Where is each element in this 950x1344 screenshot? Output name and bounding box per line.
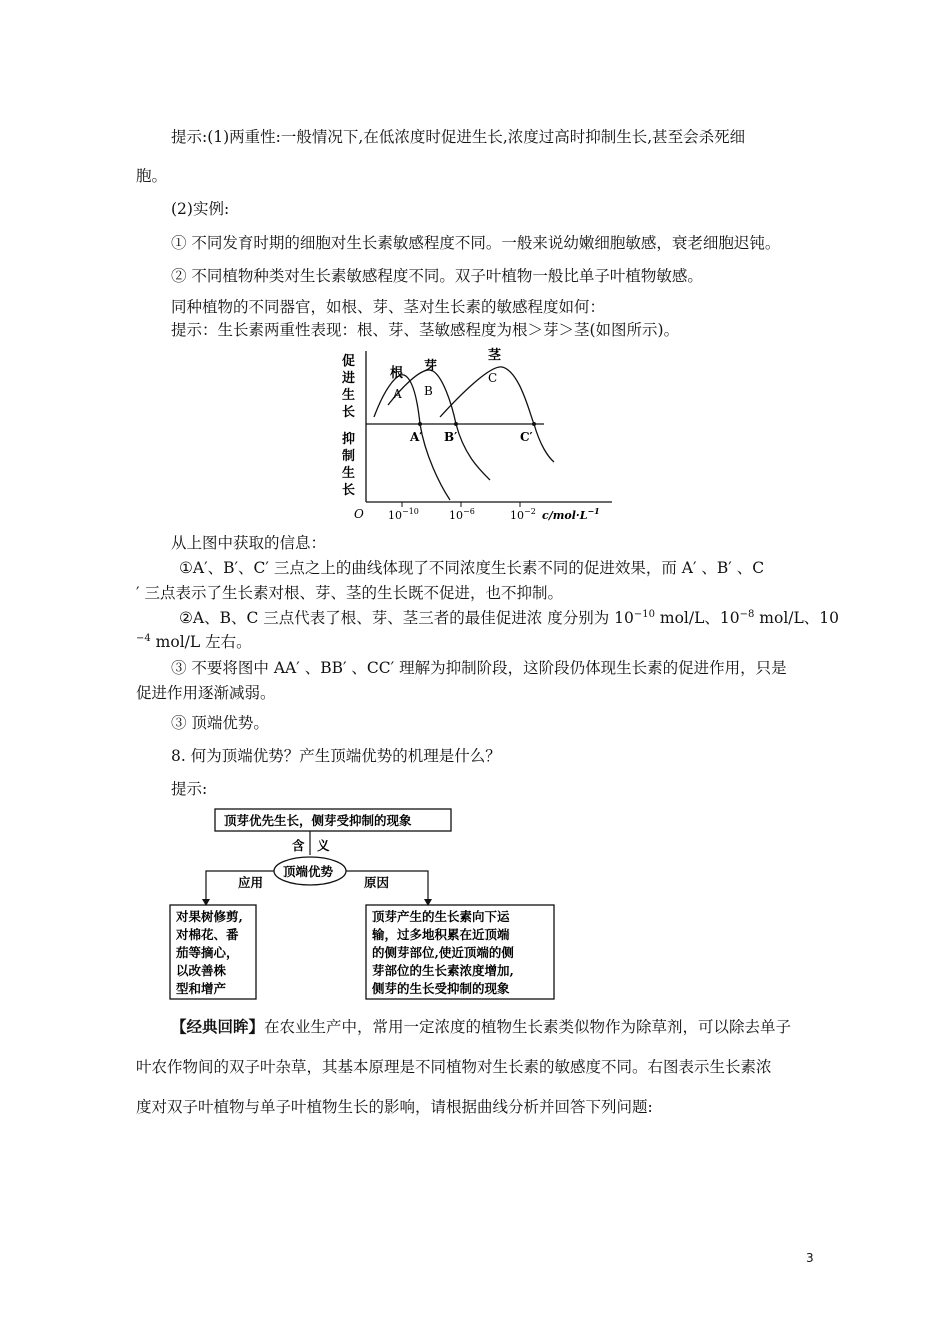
classic-review-cont-2: 度对双子叶植物与单子叶植物生长的影响，请根据曲线分析并回答下列问题: bbox=[136, 1098, 653, 1116]
point-c-prime bbox=[532, 422, 536, 426]
y-label-promote-4: 长 bbox=[342, 405, 356, 420]
auxin-sensitivity-graph bbox=[330, 345, 650, 525]
classic-review: 【经典回眸】在农业生产中，常用一定浓度的植物生长素类似物作为除草剂，可以除去单子 bbox=[171, 1017, 792, 1036]
hint-dual-nature-cont: 胞。 bbox=[136, 167, 168, 185]
info-2: ②A、B、C 三点代表了根、芽、茎三者的最佳促进浓 度分别为 $10^{-10}$ mol/L、$10^{-8}$ mol/L、10 bbox=[179, 608, 840, 627]
application-line-2: 对棉花、番 bbox=[176, 927, 239, 942]
info-1-cont: ′ 三点表示了生长素对根、芽、茎的生长既不促进，也不抑制。 bbox=[136, 584, 563, 602]
example-1: ① 不同发育时期的细胞对生长素敏感程度不同。一般来说幼嫩细胞敏感，衰老细胞迟钝。 bbox=[171, 234, 781, 252]
label-peak-c: C bbox=[488, 371, 498, 385]
point-b-prime bbox=[454, 422, 458, 426]
application-line-5: 型和增产 bbox=[176, 981, 227, 996]
classic-review-cont-1: 叶农作物间的双子叶杂草，其基本原理是不同植物对生长素的敏感度不同。右图表示生长素浓 bbox=[136, 1058, 772, 1076]
classic-review-tag: 【经典回眸】 bbox=[171, 1017, 265, 1036]
y-label-promote-3: 生 bbox=[342, 388, 356, 403]
label-root: 根 bbox=[390, 366, 404, 381]
label-peak-a: A bbox=[393, 387, 402, 401]
question-organs: 同种植物的不同器官，如根、芽、茎对生长素的敏感程度如何： bbox=[171, 298, 606, 316]
info-heading: 从上图中获取的信息： bbox=[171, 534, 327, 552]
y-label-inhibit-1: 抑 bbox=[342, 432, 356, 447]
hint-organs: 提示：生长素两重性表现：根、芽、茎敏感程度为根＞芽＞茎(如图所示)。 bbox=[171, 321, 680, 339]
page-number: 3 bbox=[806, 1251, 814, 1265]
cause-line-5: 侧芽的生长受抑制的现象 bbox=[372, 981, 510, 996]
bud-curve bbox=[388, 370, 490, 480]
label-peak-b: B bbox=[424, 384, 433, 398]
apical-dominance-diagram bbox=[166, 805, 566, 1005]
y-label-promote-1: 促 bbox=[342, 354, 356, 369]
y-label-promote-2: 进 bbox=[342, 371, 356, 386]
y-label-inhibit-4: 长 bbox=[342, 483, 356, 498]
application-label: 应用 bbox=[238, 875, 264, 890]
label-b-prime: B′ bbox=[444, 430, 458, 444]
info-3-cont: 促进作用逐渐减弱。 bbox=[136, 684, 276, 702]
hint-label: 提示: bbox=[171, 780, 208, 798]
application-line-4: 以改善株 bbox=[176, 963, 227, 978]
examples-heading: (2)实例: bbox=[171, 200, 230, 218]
cause-line-4: 芽部位的生长素浓度增加, bbox=[372, 963, 514, 978]
label-stem: 茎 bbox=[488, 348, 502, 363]
info-1: ①A′、B′、C′ 三点之上的曲线体现了不同浓度生长素不同的促进效果，而 A′ 、B′ 、C bbox=[179, 559, 765, 577]
tick-label-3: $10^{-2}$ bbox=[510, 507, 536, 522]
info-3: ③ 不要将图中 AA′ 、BB′ 、CC′ 理解为抑制阶段，这阶段仍体现生长素的促进作用，只是 bbox=[171, 659, 787, 677]
apical-dominance-heading: ③ 顶端优势。 bbox=[171, 714, 269, 732]
cause-line-1: 顶芽产生的生长素向下运 bbox=[372, 909, 510, 924]
tick-label-2: $10^{-6}$ bbox=[449, 507, 475, 522]
definition-text: 顶芽优先生长，侧芽受抑制的现象 bbox=[224, 813, 412, 828]
origin-label: O bbox=[354, 507, 364, 521]
question-8: 8. 何为顶端优势？产生顶端优势的机理是什么？ bbox=[171, 747, 501, 765]
cause-label: 原因 bbox=[364, 875, 390, 890]
cause-line-3: 的侧芽部位,使近顶端的侧 bbox=[372, 945, 514, 960]
x-axis-unit: $c/mol\cdot L^{-1}$ bbox=[542, 506, 600, 522]
meaning-label: 含 义 bbox=[292, 838, 330, 853]
point-a-prime bbox=[418, 422, 422, 426]
tick-label-1: $10^{-10}$ bbox=[388, 507, 419, 522]
application-line-1: 对果树修剪, bbox=[176, 909, 243, 924]
cause-line-2: 输，过多地积累在近顶端 bbox=[372, 927, 510, 942]
example-2: ② 不同植物种类对生长素敏感程度不同。双子叶植物一般比单子叶植物敏感。 bbox=[171, 267, 703, 285]
center-text: 顶端优势 bbox=[283, 864, 334, 879]
info-2-cont: $^{-4}$ mol/L 左右。 bbox=[136, 632, 252, 651]
label-bud: 芽 bbox=[424, 359, 438, 374]
application-line-3: 茄等摘心， bbox=[176, 945, 239, 960]
label-c-prime: C′ bbox=[520, 430, 533, 444]
hint-dual-nature: 提示:(1)两重性:一般情况下,在低浓度时促进生长,浓度过高时抑制生长,甚至会杀死细 bbox=[171, 128, 746, 146]
y-label-inhibit-3: 生 bbox=[342, 466, 356, 481]
y-label-inhibit-2: 制 bbox=[342, 449, 356, 464]
label-a-prime: A′ bbox=[410, 430, 423, 444]
